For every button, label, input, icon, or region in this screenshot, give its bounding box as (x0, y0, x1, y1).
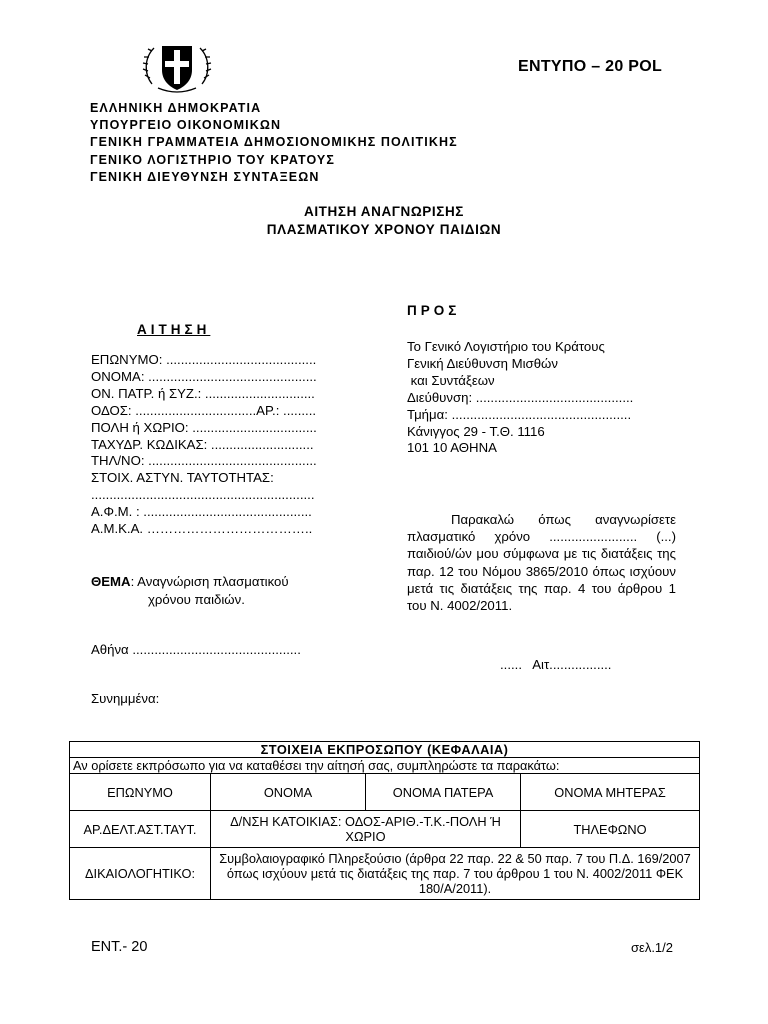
id-card-field[interactable]: ............................................................. (91, 487, 315, 503)
recipient-label: ΠΡΟΣ (407, 303, 461, 318)
issuer-header (90, 100, 458, 186)
rep-address-cell[interactable]: Δ/ΝΣΗ ΚΑΤΟΙΚΙΑΣ: ΟΔΟΣ-ΑΡΙΘ.-Τ.Κ.-ΠΟΛΗ Ή ΧΩΡΙΟ (211, 811, 521, 848)
subject-label: ΘΕΜΑ (91, 574, 131, 589)
rep-id-card-cell[interactable]: ΑΡ.ΔΕΛΤ.ΑΣΤ.ΤΑΥΤ. (70, 811, 211, 848)
issuer-line: ΓΕΝΙΚΟ ΛΟΓΙΣΤΗΡΙΟ ΤΟΥ ΚΡΑΤΟΥΣ (90, 152, 335, 167)
issuer-line: ΓΕΝΙΚΗ ΓΡΑΜΜΑΤΕΙΑ ΔΗΜΟΣΙΟΝΟΜΙΚΗΣ ΠΟΛΙΤΙΚΗΣ (90, 135, 458, 150)
surname-field[interactable]: ΕΠΩΝΥΜΟ: ......................................... (91, 352, 317, 367)
applicant-fields (91, 352, 317, 538)
father-or-spouse-name-field[interactable]: ΟΝ. ΠΑΤΡ. ή ΣΥΖ.: .............................. (91, 385, 315, 401)
street-number-field[interactable]: ΟΔΟΣ: .................................ΑΡ.: ......... (91, 402, 317, 418)
form-code: ΕΝΤΥΠΟ – 20 POL (518, 58, 663, 75)
request-text: Παρακαλώ όπως αναγνωρίσετε πλασματικό χρόνο ........................ (...) παιδιού/ών μου σύμφωνα με τις διατάξεις της παρ. 12 του Νόμου 3865/2010 όπως ισχύουν μετά τις διατάξεις της παρ. 4 του άρθρου 1 του Ν. 4002/2011. (407, 512, 676, 614)
place-date-field[interactable]: Αθήνα .............................................. (91, 642, 301, 657)
address-line: Το Γενικό Λογιστήριο του Κράτους (407, 339, 605, 354)
rep-document-label: ΔΙΚΑΙΟΛΟΓΗΤΙΚΟ: (70, 848, 211, 900)
address-line: και Συντάξεων (407, 372, 495, 388)
issuer-line: ΕΛΛΗΝΙΚΗ ΔΗΜΟΚΡΑΤΙΑ (90, 101, 262, 115)
attachments-label: Συνημμένα: (91, 691, 160, 706)
request-paragraph (407, 511, 676, 614)
greek-coat-of-arms-icon (138, 36, 216, 98)
phone-field[interactable]: ΤΗΛ/ΝΟ: .............................................. (91, 453, 317, 469)
address-line: 101 10 ΑΘΗΝΑ (407, 440, 497, 456)
representative-title: ΣΤΟΙΧΕΙΑ ΕΚΠΡΟΣΩΠΟΥ (ΚΕΦΑΛΑΙΑ) (70, 742, 700, 758)
rep-father-name-cell[interactable]: ΟΝΟΜΑ ΠΑΤΕΡΑ (366, 774, 521, 811)
footer-form-code: ΕΝΤ.- 20 (91, 939, 148, 955)
representative-table (69, 741, 700, 900)
amka-field[interactable]: Α.Μ.Κ.Α. ……………………………….. (91, 521, 313, 537)
issuer-line: ΥΠΟΥΡΓΕΙΟ ΟΙΚΟΝΟΜΙΚΩΝ (90, 118, 282, 133)
title-line-1: ΑΙΤΗΣΗ ΑΝΑΓΝΩΡΙΣΗΣ (303, 204, 465, 219)
address-line: Γενική Διεύθυνση Μισθών (407, 355, 558, 371)
rep-surname-cell[interactable]: ΕΠΩΝΥΜΟ (70, 774, 211, 811)
department-field[interactable]: Τμήμα: ................................................. (407, 406, 632, 422)
document-title (0, 203, 768, 239)
first-name-field[interactable]: ΟΝΟΜΑ: .............................................. (91, 368, 317, 384)
id-card-label: ΣΤΟΙΧ. ΑΣΤΥΝ. ΤΑΥΤΟΤΗΤΑΣ: (91, 470, 274, 486)
recipient-address (407, 339, 633, 457)
subject-block (91, 573, 289, 608)
rep-first-name-cell[interactable]: ΟΝΟΜΑ (211, 774, 366, 811)
application-label: ΑΙΤΗΣΗ (137, 322, 211, 337)
title-line-2: ΠΛΑΣΜΑΤΙΚΟΥ ΧΡΟΝΟΥ ΠΑΙΔΙΩΝ (266, 222, 502, 237)
coat-of-arms-emblem (138, 36, 216, 98)
postal-code-field[interactable]: ΤΑΧΥΔΡ. ΚΩΔΙΚΑΣ: ............................ (91, 436, 314, 452)
signature-line[interactable]: ...... Αιτ................. (500, 657, 612, 672)
afm-field[interactable]: Α.Φ.Μ. : .............................................. (91, 504, 312, 520)
page-number: σελ.1/2 (631, 940, 674, 955)
rep-mother-name-cell[interactable]: ΟΝΟΜΑ ΜΗΤΕΡΑΣ (521, 774, 700, 811)
issuer-line: ΓΕΝΙΚΗ ΔΙΕΥΘΥΝΣΗ ΣΥΝΤΑΞΕΩΝ (90, 169, 320, 184)
representative-note: Αν ορίσετε εκπρόσωπο για να καταθέσει την αίτησή σας, συμπληρώστε τα παρακάτω: (70, 758, 700, 774)
subject-text: : Αναγνώριση πλασματικού (130, 574, 289, 589)
address-line: Κάνιγγος 29 - Τ.Θ. 1116 (407, 423, 545, 439)
rep-phone-cell[interactable]: ΤΗΛΕΦΩΝΟ (521, 811, 700, 848)
rep-document-value: Συμβολαιογραφικό Πληρεξούσιο (άρθρα 22 παρ. 22 & 50 παρ. 7 του Π.Δ. 169/2007 όπως ισχύουν μετά τις διατάξεις της παρ. 7 του άρθρου 1 του Ν. 4002/2011 ΦΕΚ 180/Α/2011). (211, 848, 700, 900)
subject-text-continued: χρόνου παιδιών. (148, 591, 245, 607)
directorate-field[interactable]: Διεύθυνση: ........................................... (407, 389, 634, 405)
city-village-field[interactable]: ΠΟΛΗ ή ΧΩΡΙΟ: .................................. (91, 419, 317, 435)
